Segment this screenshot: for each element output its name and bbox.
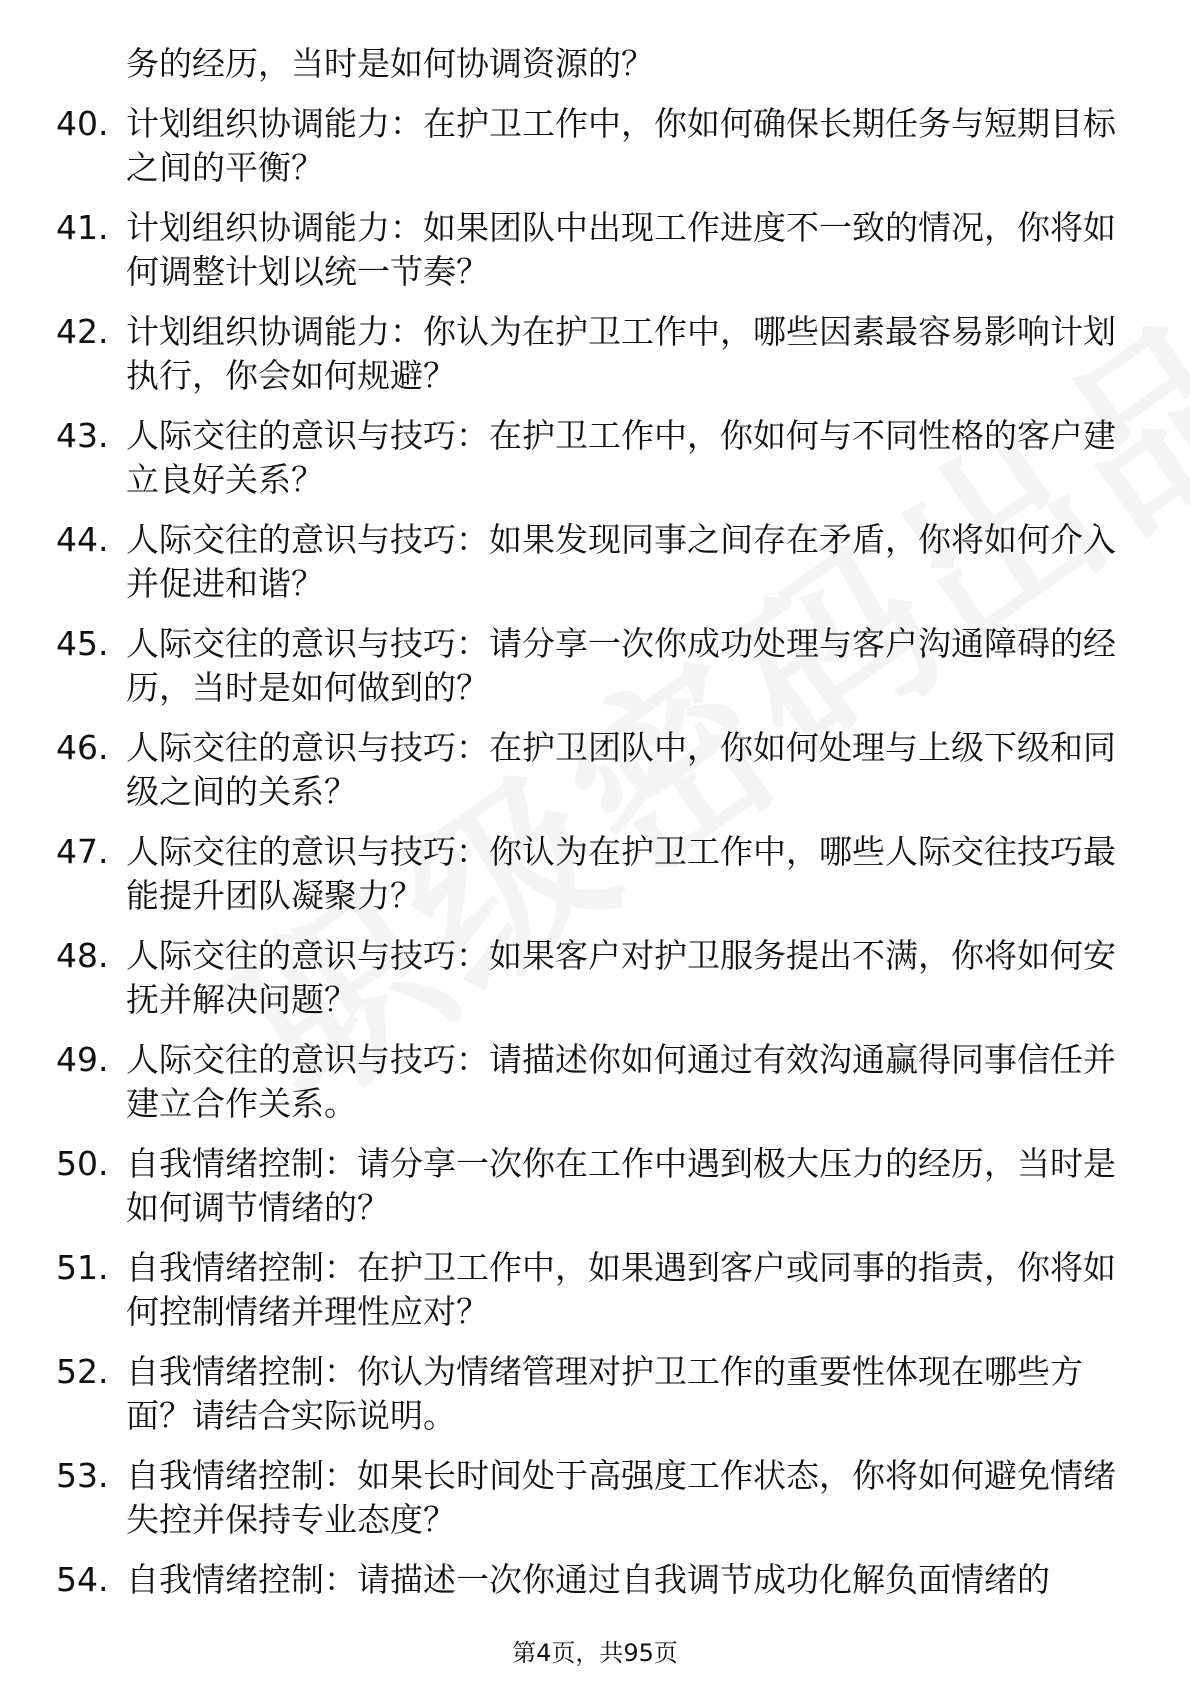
list-item [56,310,1116,398]
item-number: 41. [56,208,109,247]
list-item [56,1350,1116,1438]
item-text: 自我情绪控制：你认为情绪管理对护卫工作的重要性体现在哪些方面？请结合实际说明。 [126,1352,1083,1435]
list-item [56,726,1116,814]
list-item [56,206,1116,294]
item-text: 人际交往的意识与技巧：如果发现同事之间存在矛盾，你将如何介入并促进和谐？ [126,520,1116,603]
item-text: 人际交往的意识与技巧：在护卫工作中，你如何与不同性格的客户建立良好关系？ [126,416,1116,499]
item-number: 40. [56,104,109,143]
item-number: 45. [56,624,109,663]
item-text: 人际交往的意识与技巧：请分享一次你成功处理与客户沟通障碍的经历，当时是如何做到的？ [126,624,1116,707]
item-text: 自我情绪控制：请分享一次你在工作中遇到极大压力的经历，当时是如何调节情绪的？ [126,1144,1116,1227]
item-text: 自我情绪控制：请描述一次你通过自我调节成功化解负面情绪的 [126,1560,1050,1599]
list-item [56,1246,1116,1334]
list-item [56,1038,1116,1126]
item-number: 49. [56,1040,109,1079]
list-item [56,102,1116,190]
item-number: 51. [56,1248,109,1287]
item-text: 自我情绪控制：如果长时间处于高强度工作状态，你将如何避免情绪失控并保持专业态度？ [126,1456,1116,1539]
item-number: 54. [56,1560,109,1599]
item-text: 计划组织协调能力：你认为在护卫工作中，哪些因素最容易影响计划执行，你会如何规避？ [126,312,1116,395]
list-item [56,830,1116,918]
item-number: 48. [56,936,109,975]
item-number: 53. [56,1456,109,1495]
item-text: 计划组织协调能力：在护卫工作中，你如何确保长期任务与短期目标之间的平衡？ [126,104,1116,187]
continuation-text: 务的经历，当时是如何协调资源的？ [126,44,654,83]
item-text: 人际交往的意识与技巧：你认为在护卫工作中，哪些人际交往技巧最能提升团队凝聚力？ [126,832,1116,915]
item-text: 自我情绪控制：在护卫工作中，如果遇到客户或同事的指责，你将如何控制情绪并理性应对？ [126,1248,1116,1331]
list-item [56,934,1116,1022]
list-item [56,622,1116,710]
list-item [56,1142,1116,1230]
item-number: 52. [56,1352,109,1391]
item-number: 44. [56,520,109,559]
item-text: 人际交往的意识与技巧：在护卫团队中，你如何处理与上级下级和同级之间的关系？ [126,728,1116,811]
item-text: 计划组织协调能力：如果团队中出现工作进度不一致的情况，你将如何调整计划以统一节奏？ [126,208,1116,291]
document-body [56,42,1116,1618]
item-number: 47. [56,832,109,871]
item-text: 人际交往的意识与技巧：如果客户对护卫服务提出不满，你将如何安抚并解决问题？ [126,936,1116,1019]
list-item [56,414,1116,502]
item-number: 50. [56,1144,109,1183]
page-footer: 第4页，共95页 [512,1639,678,1667]
list-item [56,1558,1116,1602]
item-text: 人际交往的意识与技巧：请描述你如何通过有效沟通赢得同事信任并建立合作关系。 [126,1040,1116,1123]
item-number: 42. [56,312,109,351]
item-number: 46. [56,728,109,767]
item-number: 43. [56,416,109,455]
list-item [56,518,1116,606]
list-item [56,1454,1116,1542]
